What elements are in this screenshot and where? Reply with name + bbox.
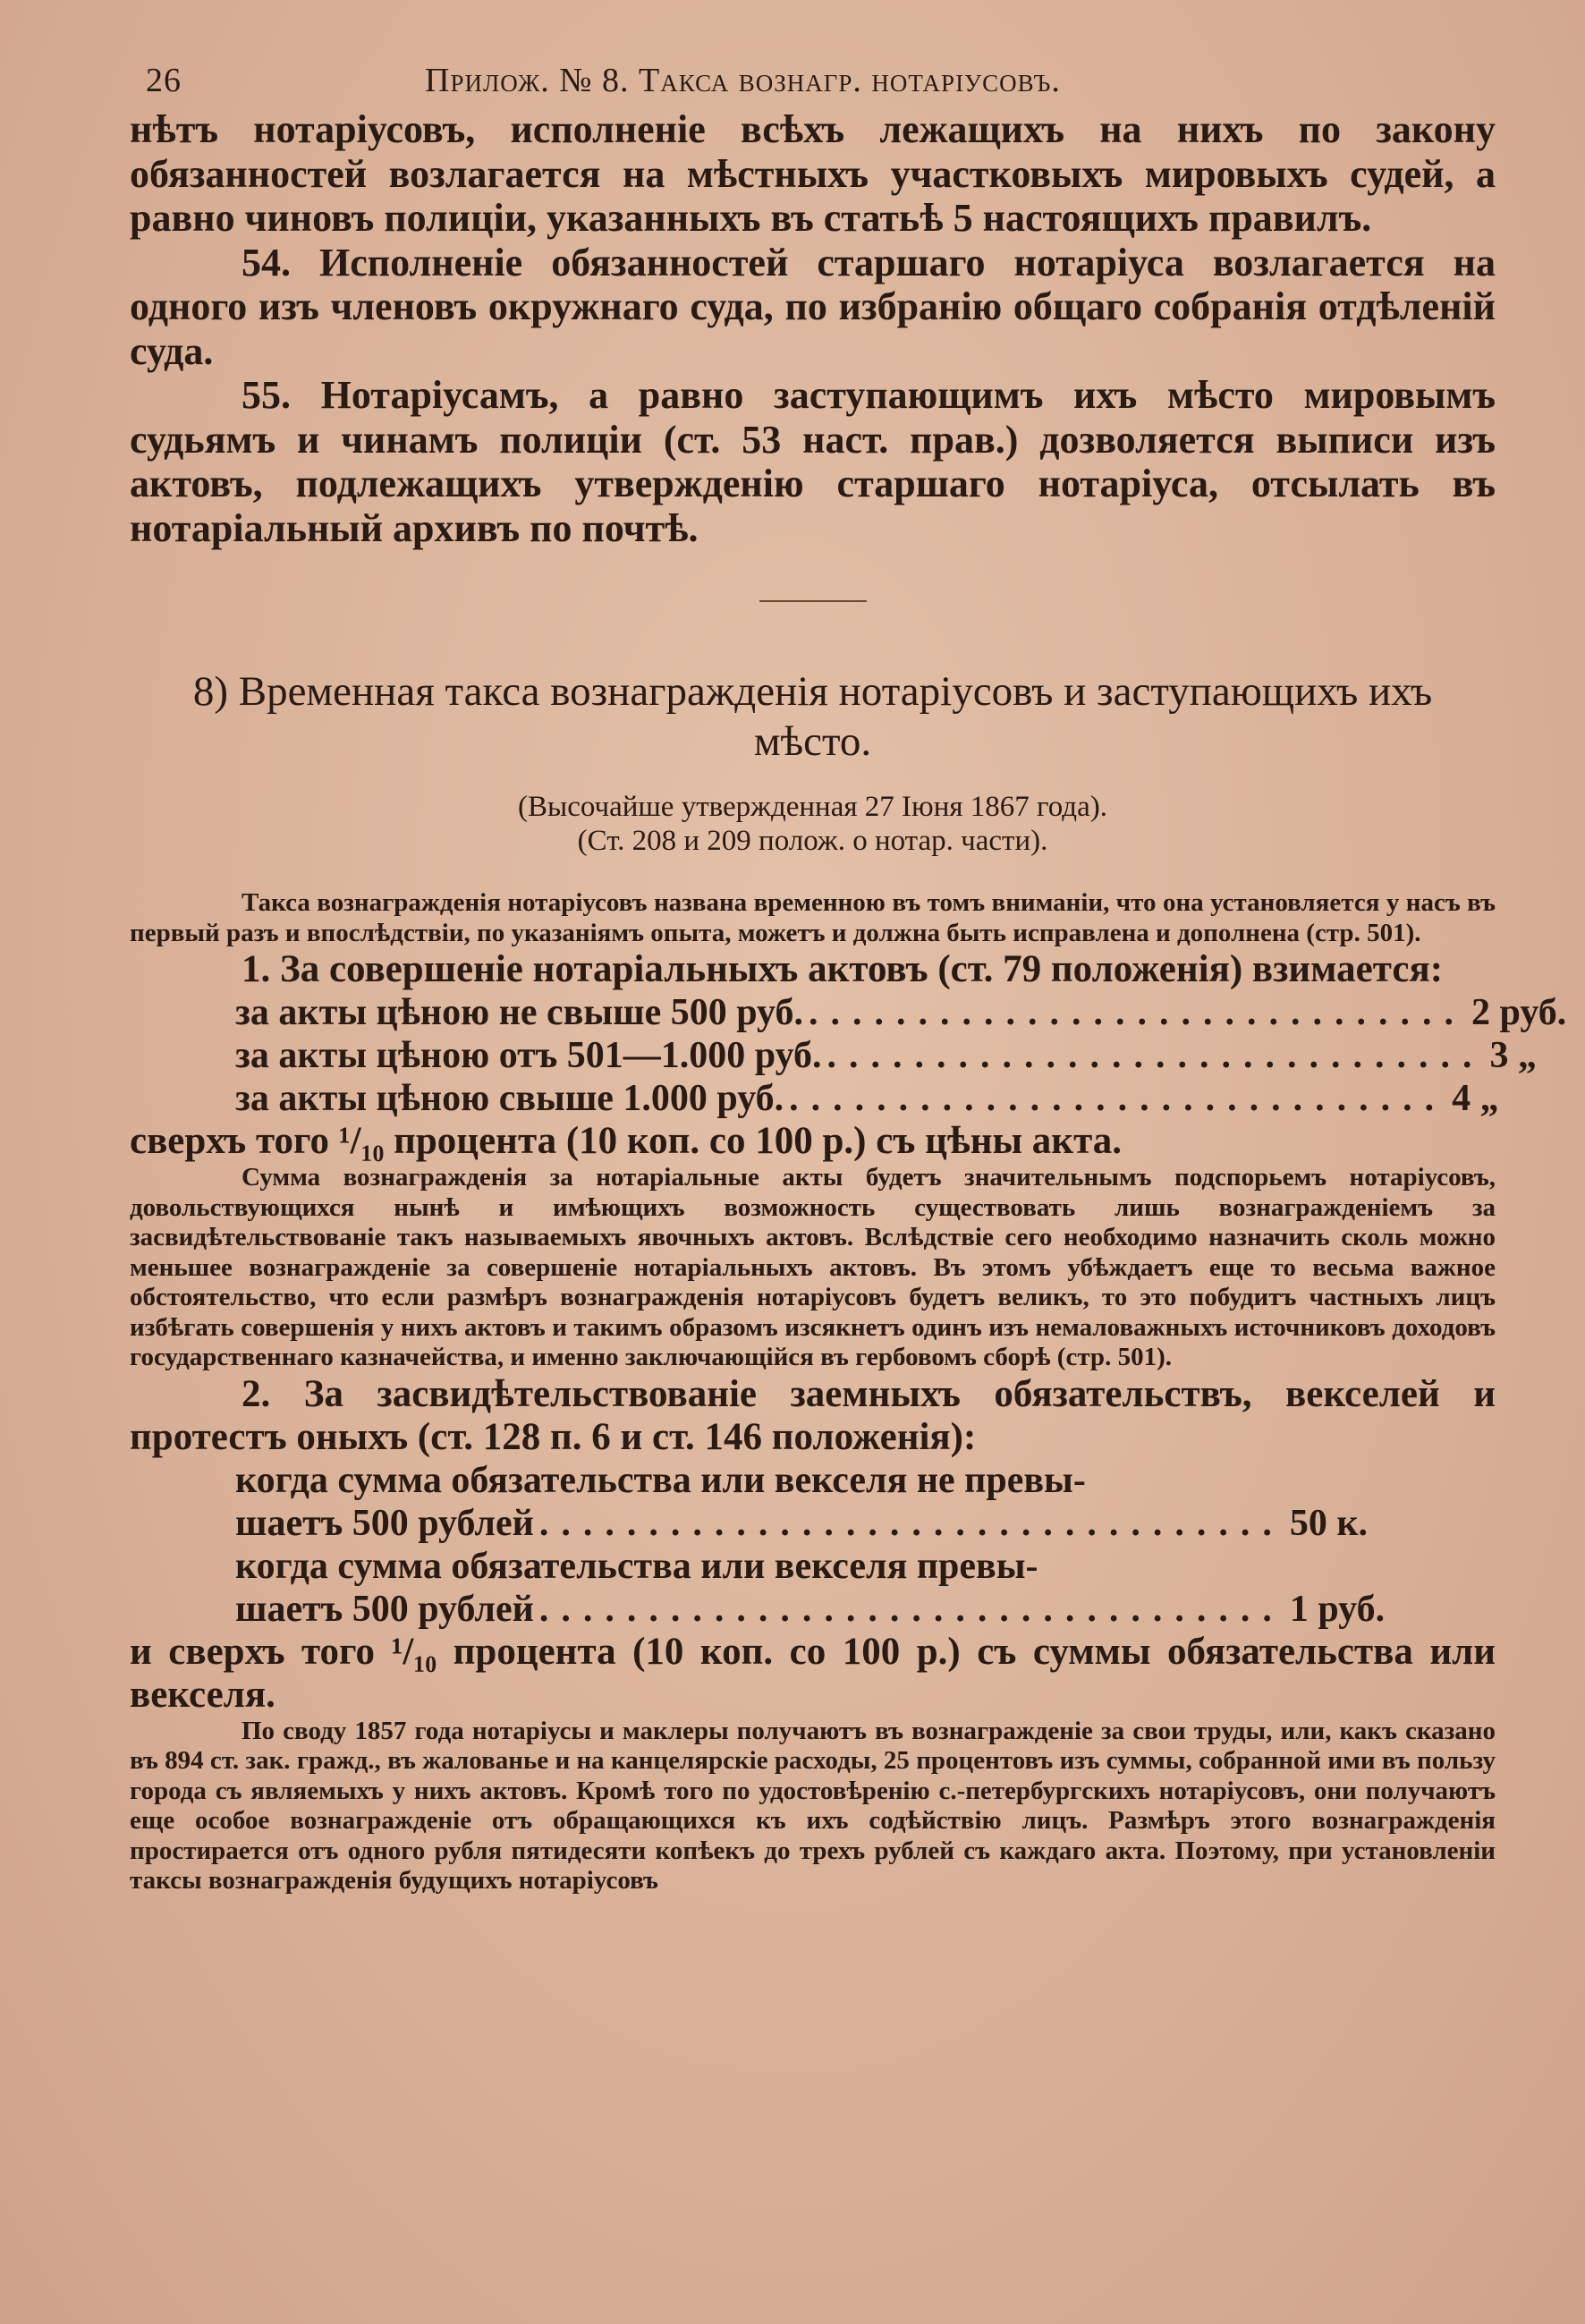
case-1-line-1 — [235, 1459, 1388, 1502]
paragraph-55: 55. Нотаріусамъ, а равно заступающимъ ихъ мѣсто мировымъ судьямъ и чинамъ полиціи (ст. 53 наст. прав.) дозволяется выписи изъ актовъ, подлежащихъ утвержденію старшаго нотаріуса, отсылать въ нотаріальный архивъ по почтѣ. — [130, 373, 1496, 550]
item-2-rates — [130, 1459, 1496, 1631]
case-1-amount: 50 к. — [1289, 1502, 1369, 1544]
rate-amount: 2 руб. — [1471, 992, 1567, 1033]
rate-label: за акты цѣною отъ 501—1.000 руб. — [235, 1035, 822, 1076]
footnote-3: По своду 1857 года нотаріусы и маклеры получаютъ въ вознагражденіе за свои труды, или, какъ сказано въ 894 ст. зак. гражд., въ жалованье и на канцелярскіе расходы, 25 процентовъ изъ суммы, собранной ими въ пользу города съ являемыхъ у нихъ актовъ. Кромѣ того по удостовѣренію с.-петербургскихъ нотаріусовъ, они получаютъ еще особое вознагражденіе отъ обращающихся къ ихъ содѣйствію лицъ. Размѣръ этого вознагражденія простирается отъ одного рубля пятидесяти копѣекъ до трехъ рублей съ каждаго акта. Поэтому, при установленіи таксы вознагражденія будущихъ нотаріусовъ — [130, 1716, 1496, 1895]
case-2-line-1 — [235, 1545, 1388, 1588]
footnote-1: Такса вознагражденія нотаріусовъ названа временною въ томъ вниманіи, что она установляется у насъ въ первый разъ и впослѣдствіи, по указаніямъ опыта, можетъ и должна быть исправлена и дополнена (стр. 501). — [130, 888, 1496, 947]
leader-dots: .................................. — [538, 1588, 1284, 1630]
approval-line-2: (Ст. 208 и 209 полож. о нотар. части). — [577, 825, 1048, 857]
top-section — [130, 107, 1496, 550]
rate-amount: 3 „ — [1489, 1035, 1538, 1076]
running-title: Прилож. № 8. Такса вознагр. нотаріусовъ. — [425, 62, 1061, 99]
rate-row — [235, 991, 1567, 1034]
case-2-text: когда сумма обязательства или векселя превы- — [235, 1545, 1038, 1587]
item-1-rates — [130, 991, 1567, 1120]
leader-dots: .............................. — [809, 992, 1467, 1033]
approval-line-1: (Высочайше утвержденная 27 Іюня 1867 года). — [518, 791, 1107, 823]
case-1-text: когда сумма обязательства или векселя не превы- — [235, 1459, 1086, 1501]
item-1-extra: сверхъ того ¹/₁₀ процента (10 коп. со 100 р.) съ цѣны акта. — [130, 1120, 1122, 1162]
rate-label: за акты цѣною свыше 1.000 руб. — [235, 1078, 784, 1119]
section-title: 8) Временная такса вознагражденія нотаріусовъ и заступающихъ ихъ мѣсто. — [192, 668, 1433, 765]
approval-note — [130, 790, 1496, 858]
rate-label: за акты цѣною не свыше 500 руб. — [235, 992, 804, 1033]
leader-dots: .............................. — [789, 1078, 1447, 1119]
rate-amount: 4 „ — [1452, 1078, 1499, 1119]
item-2-intro: 2. За засвидѣтельствованіе заемныхъ обязательствъ, векселей и протестъ оныхъ (ст. 128 п. 6 и ст. 146 положенія): — [130, 1372, 1496, 1458]
leader-dots: .................................. — [538, 1502, 1284, 1544]
paragraph-continuation: нѣтъ нотаріусовъ, исполненіе всѣхъ лежащихъ на нихъ по закону обязанностей возлагается на мѣстныхъ участковыхъ мировыхъ судей, а равно чиновъ полиціи, указанныхъ въ статьѣ 5 настоящихъ правилъ. — [130, 107, 1496, 240]
rate-row — [235, 1034, 1538, 1077]
rate-row — [235, 1077, 1499, 1120]
page-number: 26 — [146, 62, 182, 99]
paragraph-54: 54. Исполненіе обязанностей старшаго нотаріуса возлагается на одного изъ членовъ окружнаго суда, по избранію общаго собранія отдѣленій суда. — [130, 240, 1496, 373]
section-divider — [759, 600, 867, 602]
leader-dots: .............................. — [826, 1035, 1485, 1076]
case-2-label: шаетъ 500 рублей — [235, 1588, 534, 1630]
running-head — [130, 54, 1496, 107]
case-1-label: шаетъ 500 рублей — [235, 1502, 534, 1544]
case-1-row — [235, 1502, 1388, 1545]
footnote-2: Сумма вознагражденія за нотаріальные акты будетъ значительнымъ подспорьемъ нотаріусовъ, довольствующихся нынѣ и имѣющихъ возможность существовать лишь вознагражденіемъ за засвидѣтельствованіе такъ называемыхъ явочныхъ актовъ. Вслѣдствіе сего необходимо назначить сколь можно меньшее вознагражденіе за совершеніе нотаріальныхъ актовъ. Въ этомъ убѣждаетъ еще то весьма важное обстоятельство, что если размѣръ вознагражденія нотаріусовъ будетъ великъ, то это побудитъ частныхъ лицъ избѣгать совершенія у нихъ актовъ и такимъ образомъ изсякнетъ одинъ изъ немаловажныхъ источниковъ доходовъ государственнаго казначейства, и именно заключающійся въ гербовомъ сборѣ (стр. 501). — [130, 1163, 1496, 1371]
case-2-amount: 1 руб. — [1289, 1588, 1386, 1630]
case-2-row — [235, 1588, 1388, 1631]
item-1-intro: 1. За совершеніе нотаріальныхъ актовъ (ст. 79 положенія) взимается: — [242, 948, 1444, 990]
item-2-extra: и сверхъ того ¹/₁₀ процента (10 коп. со 100 р.) съ суммы обязательства или векселя. — [130, 1630, 1496, 1716]
